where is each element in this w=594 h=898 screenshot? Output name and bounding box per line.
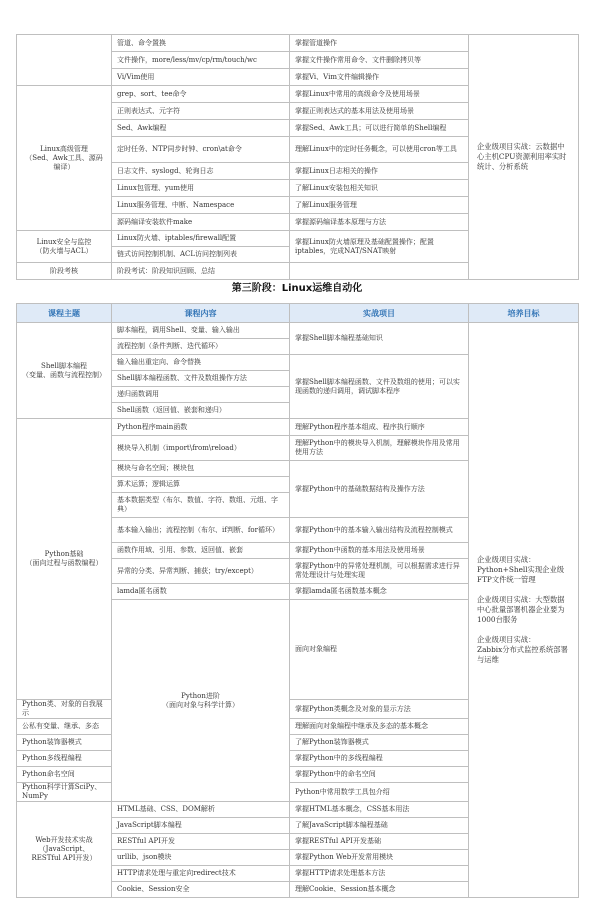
content-cell: Python科学计算SciPy、NumPy <box>17 783 112 802</box>
practice-cell: 掌握Python中的基本输入输出结构及流程控制模式 <box>290 518 469 543</box>
content-cell: Shell函数（返回值、嵌套和递归） <box>112 403 290 419</box>
practice-cell: 掌握Linux日志相关的操作 <box>290 163 469 180</box>
content-cell: 基本输入输出；流程控制（布尔、if判断、for循环） <box>112 518 290 543</box>
stage3-table <box>16 303 579 898</box>
practice-cell: 掌握HTTP请求处理基本方法 <box>290 866 469 882</box>
practice-cell: 了解Linux安装包相关知识 <box>290 180 469 197</box>
topic-cell: Linux安全与监控 （防火墙与ACL） <box>17 231 112 263</box>
content-cell: 基本数据类型（布尔、数值、字符、数组、元组、字典） <box>112 493 290 518</box>
content-cell: 面向对象编程 <box>290 600 469 700</box>
content-cell: 文件操作，more/less/mv/cp/rm/touch/wc <box>112 52 290 69</box>
practice-cell: 掌握Python中函数的基本用法及使用场景 <box>290 543 469 559</box>
content-cell: Linux防火墙、iptables/firewall配置 <box>112 231 290 247</box>
content-cell: Python多线程编程 <box>17 751 112 767</box>
practice-cell: 掌握Python中的基础数据结构及操作方法 <box>290 461 469 518</box>
content-cell: RESTful API开发 <box>112 834 290 850</box>
practice-cell: 了解JavaScript脚本编程基础 <box>290 818 469 834</box>
header-practice: 实战项目 <box>290 304 469 323</box>
content-cell: Linux服务管理、中断、Namespace <box>112 197 290 214</box>
linux-advanced-table <box>16 34 579 280</box>
content-cell: Python类、对象的自我展示 <box>17 700 112 719</box>
exam-topic-cell: 阶段考核 <box>17 263 112 280</box>
content-cell: 输入输出重定向、命令替换 <box>112 355 290 371</box>
topic-cell: Linux高级管理 （Sed、Awk工具、源码编译） <box>17 86 112 231</box>
content-cell: Linux包管理、yum使用 <box>112 180 290 197</box>
content-cell: 日志文件、syslogd、轮询日志 <box>112 163 290 180</box>
content-cell: Python命名空间 <box>17 767 112 783</box>
practice-cell: 掌握Python中的命名空间 <box>290 767 469 783</box>
content-cell: HTTP请求处理与重定向redirect技术 <box>112 866 290 882</box>
practice-cell: 了解Linux服务管理 <box>290 197 469 214</box>
goal-cell <box>469 323 579 898</box>
practice-cell: 掌握正则表达式的基本用法及使用场景 <box>290 103 469 120</box>
content-cell: 递归函数调用 <box>112 387 290 403</box>
content-cell: 模块导入机制（import\from\reload） <box>112 436 290 461</box>
content-cell: HTML基础、CSS、DOM解析 <box>112 802 290 818</box>
content-cell: Python装饰器模式 <box>17 735 112 751</box>
goal-text: 企业级项目实战：云数据中心主机CPU资源利用率实时统计、分析系统 <box>477 142 567 171</box>
practice-cell: 掌握Vi、Vim文件编辑操作 <box>290 69 469 86</box>
practice-cell: 了解Python装饰器模式 <box>290 735 469 751</box>
empty-practice-cell <box>290 263 469 280</box>
content-cell: 异常的分类、异常判断、捕获；try/except） <box>112 559 290 584</box>
practice-cell: 掌握RESTful API开发基础 <box>290 834 469 850</box>
content-cell: grep、sort、tee命令 <box>112 86 290 103</box>
practice-cell: 理解Cookie、Session基本概念 <box>290 882 469 898</box>
topic-cell: Python进阶 （面向对象与科学计算） <box>112 600 290 802</box>
practice-cell: 掌握lamda匿名函数基本概念 <box>290 584 469 600</box>
practice-cell: 掌握Sed、Awk工具；可以进行简单的Shell编程 <box>290 120 469 137</box>
header-topic: 课程主题 <box>17 304 112 323</box>
content-cell: Cookie、Session安全 <box>112 882 290 898</box>
content-cell: Python程序main函数 <box>112 419 290 436</box>
practice-cell: 理解面向对象编程中继承及多态的基本概念 <box>290 719 469 735</box>
topic-cell: Python基础 （面向过程与函数编程） <box>17 419 112 700</box>
topic-cell: Web开发技术实战 （JavaScript、 RESTful API开发） <box>17 802 112 898</box>
content-cell: lamda匿名函数 <box>112 584 290 600</box>
practice-cell: 掌握源码编译基本原理与方法 <box>290 214 469 231</box>
topic-cell: Shell脚本编程 （变量、函数与流程控制） <box>17 323 112 419</box>
goal-cell <box>469 35 579 280</box>
practice-cell: 掌握Python中的多线程编程 <box>290 751 469 767</box>
practice-cell: 掌握Linux中常用的高级命令及使用场景 <box>290 86 469 103</box>
content-cell: 脚本编程，调用Shell、变量、输入输出 <box>112 323 290 339</box>
practice-cell: 掌握Shell脚本编程函数、文件及数组的使用；可以实现函数的递归调用，调试脚本程序 <box>290 355 469 419</box>
content-cell: 流程控制（条件判断、迭代循环） <box>112 339 290 355</box>
practice-cell: 掌握Python中的异常处理机制，可以根据需求进行异常处理设计与处理实现 <box>290 559 469 584</box>
content-cell: Shell脚本编程函数、文件及数组操作方法 <box>112 371 290 387</box>
practice-cell: 理解Python中的模块导入机制，理解模块作用及常用使用方法 <box>290 436 469 461</box>
content-cell: 链式访问控制机制、ACL访问控制列表 <box>112 247 290 263</box>
content-cell: Vi/Vim使用 <box>112 69 290 86</box>
practice-cell: 掌握Python类概念及对象的显示方法 <box>290 700 469 719</box>
practice-cell: 掌握HTML基本概念，CSS基本用法 <box>290 802 469 818</box>
content-cell: 模块与命名空间；模块包 <box>112 461 290 477</box>
content-cell: urllib、json模块 <box>112 850 290 866</box>
content-cell: 源码编译安装软件make <box>112 214 290 231</box>
content-cell: 正则表达式、元字符 <box>112 103 290 120</box>
stage-title: 第三阶段：Linux运维自动化 <box>231 283 363 294</box>
practice-cell: 掌握Python Web开发常用模块 <box>290 850 469 866</box>
practice-cell: 理解Linux中的定时任务概念，可以使用cron等工具 <box>290 137 469 163</box>
practice-cell: 掌握文件操作常用命令、文件删除拷贝等 <box>290 52 469 69</box>
practice-cell: 掌握Shell脚本编程基础知识 <box>290 323 469 355</box>
content-cell: 公私有变量、继承、多态 <box>17 719 112 735</box>
content-cell: 定时任务、NTP同步时钟、cron\at命令 <box>112 137 290 163</box>
practice-cell: 掌握管道操作 <box>290 35 469 52</box>
empty-topic-cell <box>17 35 112 86</box>
practice-cell: 掌握Linux防火墙原理及基础配置操作；配置iptables，完成NAT/SNAT映射 <box>290 231 469 263</box>
content-cell: Sed、Awk编程 <box>112 120 290 137</box>
content-cell: JavaScript脚本编程 <box>112 818 290 834</box>
content-cell: 函数作用域、引用、参数、返回值、嵌套 <box>112 543 290 559</box>
content-cell: 管道、命令置换 <box>112 35 290 52</box>
exam-content-cell: 阶段考试：阶段知识回顾、总结 <box>112 263 290 280</box>
header-goal: 培养目标 <box>469 304 579 323</box>
practice-cell: Python中常用数学工具包介绍 <box>290 783 469 802</box>
practice-cell: 理解Python程序基本组成、程序执行顺序 <box>290 419 469 436</box>
content-cell: 算术运算；逻辑运算 <box>112 477 290 493</box>
goal-text: 企业级项目实战： Python+Shell实现企业级FTP文件统一管理 企业级项目实战：大型数据中心批量部署机器企业要为1000台服务 企业级项目实战： Zabbix分布式监控系统部署与运维 <box>477 555 568 664</box>
header-content: 课程内容 <box>112 304 290 323</box>
